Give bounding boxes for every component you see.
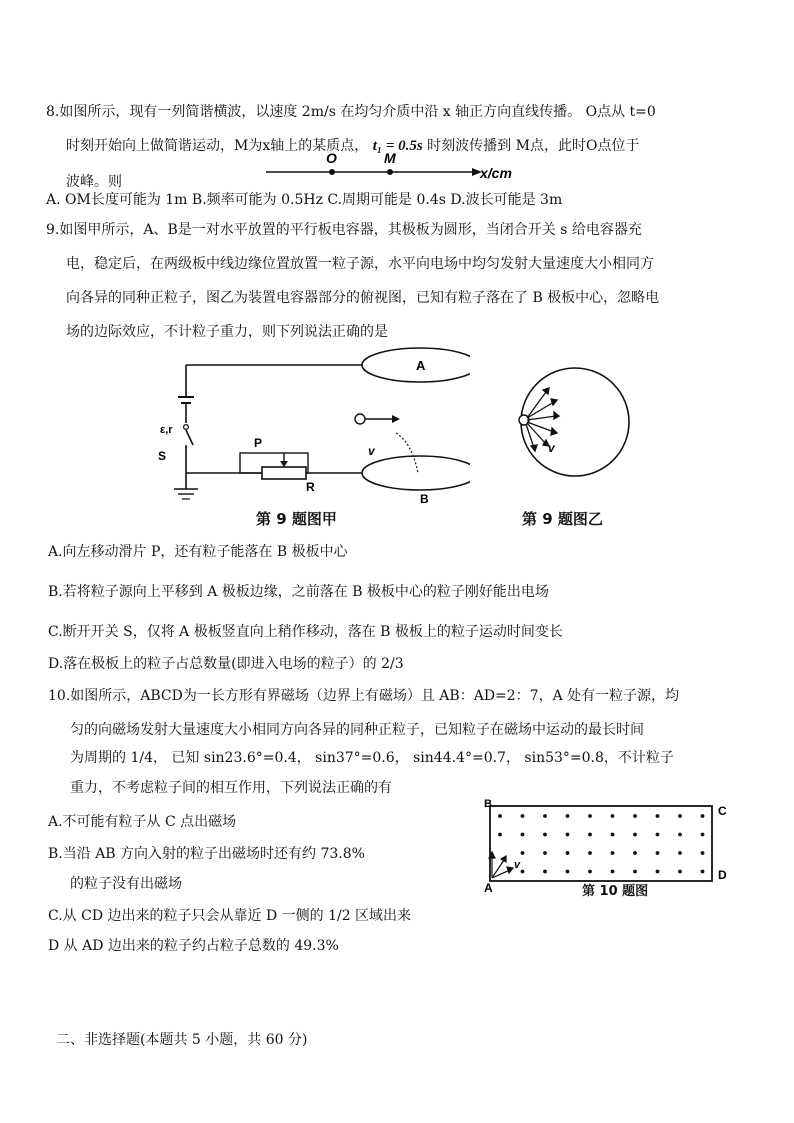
fig10-velocity-fan	[489, 852, 513, 878]
field-dot	[521, 814, 525, 818]
q9-line2: 电，稳定后，在两级板中线边缘位置放置一粒子源，水平向电场中均匀发射大量速度大小相同方	[66, 256, 654, 272]
field-dot	[701, 870, 705, 874]
field-dot	[701, 814, 705, 818]
q8-formula: t₁ = 0.5s	[372, 138, 423, 154]
q8-options: A. OM长度可能为 1m B.频率可能为 0.5Hz C.周期可能是 0.4s D.波长可能是 3m	[46, 192, 563, 208]
particle-source	[355, 414, 365, 424]
field-dot	[678, 833, 682, 837]
field-dot	[678, 870, 682, 874]
field-dot	[521, 833, 525, 837]
field-dot	[656, 833, 660, 837]
magnetic-field-dots	[498, 814, 704, 873]
field-dot	[566, 814, 570, 818]
q10-option-b1: B.当沿 AB 方向入射的粒子出磁场时还有约 73.8%	[48, 846, 365, 862]
slider-arrow	[280, 461, 288, 467]
plate-b-label: B	[420, 492, 429, 506]
field-dot	[498, 833, 502, 837]
q10-option-d: D 从 AD 边出来的粒子约占粒子总数的 49.3%	[48, 938, 339, 954]
q10-line4: 重力，不考虑粒子间的相互作用，下列说法正确的有	[70, 780, 392, 796]
field-dot	[588, 851, 592, 855]
field-dot	[543, 870, 547, 874]
label-o: O	[326, 150, 337, 166]
q10-line3: 为周期的 1/4， 已知 sin23.6°=0.4， sin37°=0.6， sin44.4°=0.7， sin53°=0.8，不计粒子	[70, 750, 674, 766]
field-dot	[543, 851, 547, 855]
q8-line1: 8.如图所示，现有一列简谐横波，以速度 2m/s 在均匀介质中沿 x 轴正方向直线传播。 O点从 t=0	[46, 104, 656, 120]
field-dot	[566, 870, 570, 874]
q9-option-d: D.落在极板上的粒子占总数量(即进入电场的粒子）的 2/3	[48, 656, 404, 672]
fig9-jia-caption: 第 9 题图甲	[256, 510, 337, 528]
field-dot	[701, 851, 705, 855]
field-dot	[633, 870, 637, 874]
corner-c-label: C	[718, 804, 727, 818]
field-dot	[543, 814, 547, 818]
resistor-label: R	[306, 480, 315, 494]
corner-a-label: A	[484, 881, 493, 895]
field-dot	[498, 814, 502, 818]
section-2-heading: 二、非选择题(本题共 5 小题，共 60 分)	[56, 1032, 308, 1048]
field-dot	[521, 851, 525, 855]
velocity-label: v	[368, 444, 375, 458]
field-dot	[656, 870, 660, 874]
q9-option-a: A.向左移动滑片 P，还有粒子能落在 B 极板中心	[48, 544, 348, 560]
point-m	[387, 169, 393, 175]
source-velocity-arrow	[392, 415, 400, 423]
field-dot	[588, 814, 592, 818]
slider-label: P	[254, 436, 263, 450]
field-dot	[521, 870, 525, 874]
field-dot	[566, 851, 570, 855]
plate-a-label: A	[416, 358, 426, 373]
field-dot	[543, 833, 547, 837]
q9-option-b: B.若将粒子源向上平移到 A 极板边缘，之前落在 B 极板中心的粒子刚好能出电场	[48, 584, 549, 600]
q8-axis-figure	[262, 148, 552, 184]
q9-line4: 场的边际效应，不计粒子重力，则下列说法正确的是	[66, 324, 388, 340]
switch-contact-top	[184, 425, 189, 430]
field-dot	[701, 833, 705, 837]
fig9-jia	[150, 345, 470, 530]
field-dot	[611, 870, 615, 874]
field-dot	[611, 814, 615, 818]
label-m: M	[384, 150, 396, 166]
field-dot	[588, 870, 592, 874]
field-dot	[611, 833, 615, 837]
fig9-yi-caption: 第 9 题图乙	[522, 510, 603, 528]
q8-line3: 波峰。则	[66, 174, 122, 190]
corner-d-label: D	[718, 868, 727, 882]
switch-label: S	[158, 449, 167, 463]
yi-velocity-label: v	[548, 441, 555, 455]
q8-line2b: 时刻波传播到 M点，此时O点位于	[422, 138, 640, 154]
particle-trajectory	[396, 433, 418, 473]
point-o	[329, 169, 335, 175]
fig10-velocity-label: v	[514, 859, 521, 871]
field-dot	[588, 833, 592, 837]
field-dot	[656, 851, 660, 855]
q8-line2a: 时刻开始向上做简谐运动，M为x轴上的某质点，	[66, 138, 369, 154]
corner-b-label: B	[484, 798, 492, 810]
plate-top-view	[521, 368, 629, 476]
field-dot	[633, 851, 637, 855]
plate-b	[362, 456, 470, 490]
field-dot	[566, 833, 570, 837]
q10-line2: 匀的向磁场发射大量速度大小相同方向各异的同种正粒子，已知粒子在磁场中运动的最长时间	[70, 722, 644, 738]
field-dot	[656, 814, 660, 818]
field-dot	[678, 814, 682, 818]
emf-label: ε,r	[160, 424, 173, 436]
q9-line3: 向各异的同种正粒子，图乙为装置电容器部分的俯视图，已知有粒子落在了 B 极板中心，忽略电	[66, 290, 660, 306]
q10-option-b2: 的粒子没有出磁场	[70, 876, 182, 892]
q10-option-c: C.从 CD 边出来的粒子只会从靠近 D 一侧的 1/2 区域出来	[48, 908, 412, 924]
field-dot	[611, 851, 615, 855]
q9-line1: 9.如图甲所示，A、B是一对水平放置的平行板电容器，其极板为圆形，当闭合开关 s 给电容器充	[46, 222, 642, 238]
resistor-r	[262, 467, 306, 479]
field-dot	[633, 833, 637, 837]
switch-lever	[186, 430, 193, 445]
field-dot	[678, 851, 682, 855]
label-x-axis: x/cm	[480, 165, 512, 181]
q9-option-c: C.断开开关 S，仅将 A 极板竖直向上稍作移动，落在 B 极板上的粒子运动时间变长	[48, 624, 563, 640]
q10-option-a: A.不可能有粒子从 C 点出磁场	[48, 814, 237, 830]
q10-line1: 10.如图所示，ABCD为一长方形有界磁场（边界上有磁场）且 AB：AD=2：7，A 处有一粒子源，均	[48, 688, 680, 704]
fig9-yi	[510, 352, 640, 492]
field-dot	[633, 814, 637, 818]
fig10-caption: 第 10 题图	[582, 884, 649, 899]
